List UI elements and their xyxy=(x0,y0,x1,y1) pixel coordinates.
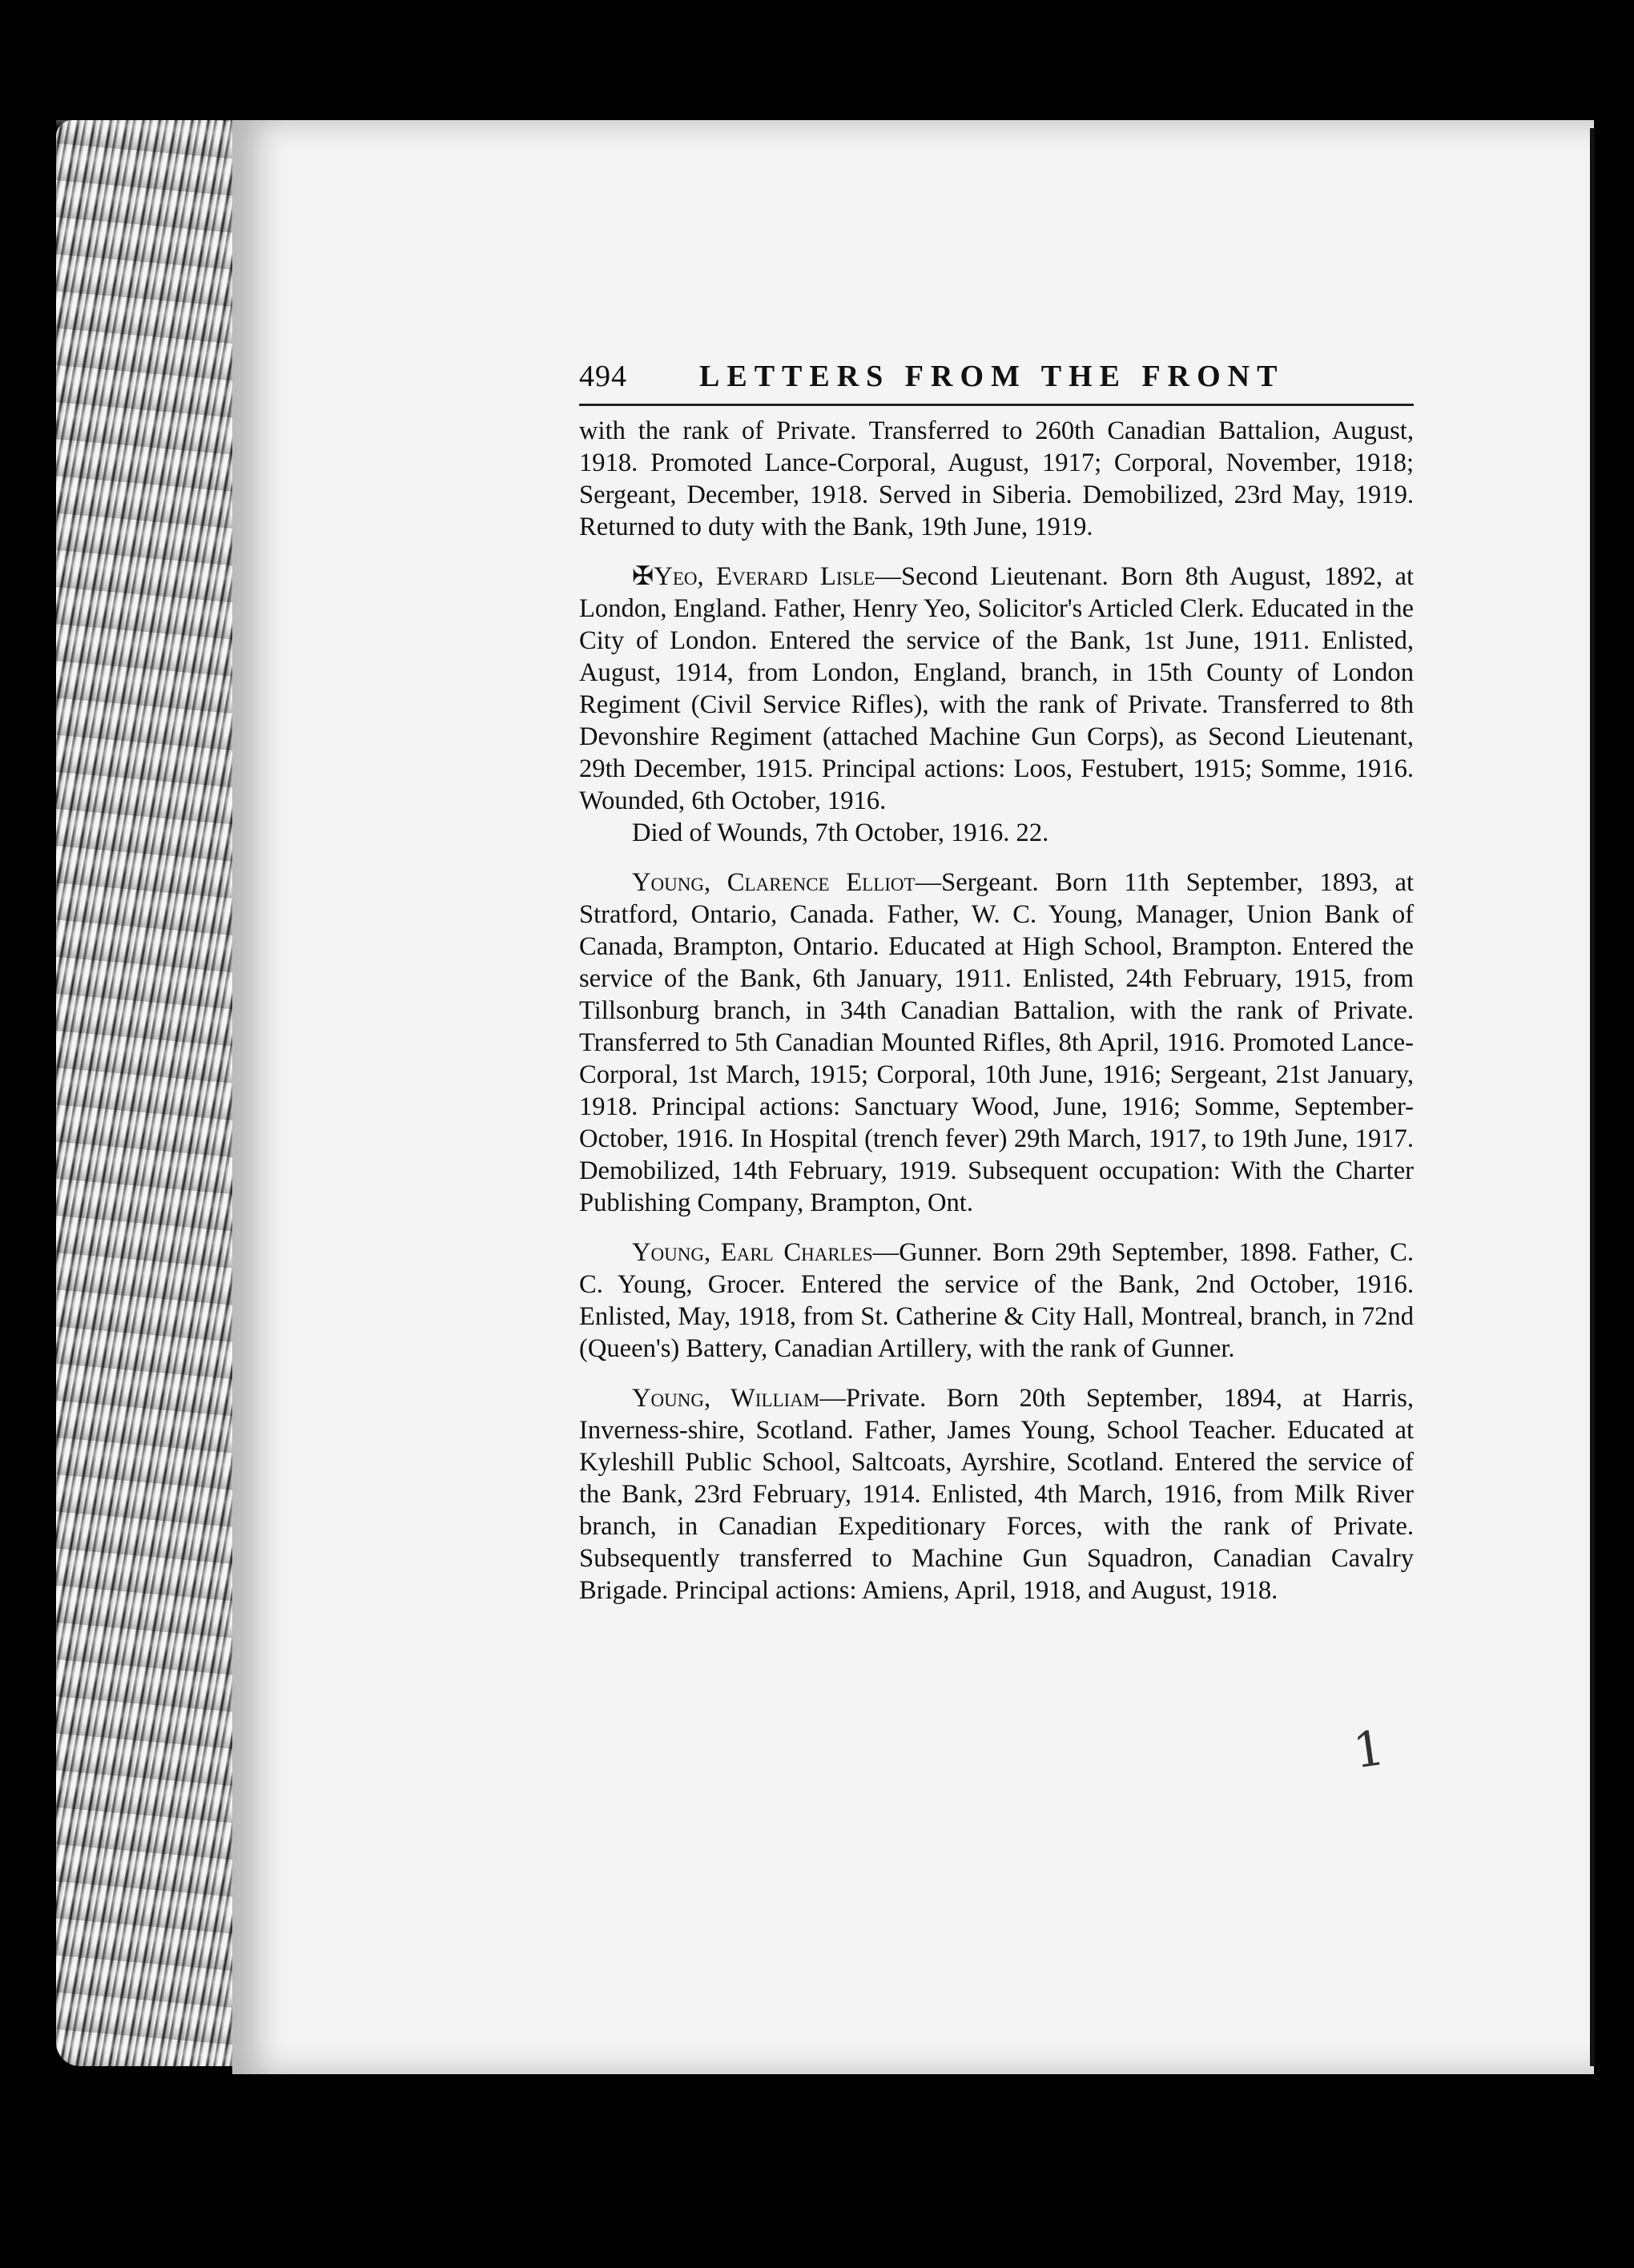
entry-details: —Gunner. Born 29th September, 1898. Father, C. C. Young, Grocer. Entered the service of the Bank, 2nd October, 1916. Enlisted, May, 1918, from St. Catherine & City Hall, Montreal, branch, in 72nd (Queen's) Battery, Canadian Artillery, with the rank of Gunner. xyxy=(579,1238,1415,1363)
handwritten-mark: 1 xyxy=(1350,1719,1388,1780)
entry-young-william xyxy=(579,1382,1414,1606)
entry-details: —Second Lieutenant. Born 8th August, 1892, at London, England. Father, Henry Yeo, Solicitor's Articled Clerk. Educated in the City of London. Entered the service of the Bank, 1st June, 1911. Enlisted, August, 1914, from London, England, branch, in 15th County of London Regiment (Civil Service Rifles), with the rank of Private. Transferred to 8th Devonshire Regiment (attached Machine Gun Corps), as Second Lieutenant, 29th December, 1915. Principal actions: Loos, Festubert, 1915; Somme, 1916. Wounded, 6th October, 1916. xyxy=(579,562,1414,815)
page-body xyxy=(579,415,1414,1606)
facing-page-edge xyxy=(1590,128,1595,2066)
running-title: LETTERS FROM THE FRONT xyxy=(699,360,1285,393)
entry-name: Young, William xyxy=(632,1384,820,1413)
book-page-edges xyxy=(56,120,240,2066)
entry-continuation: with the rank of Private. Transferred to 260th Canadian Battalion, August, 1918. Promoted Lance-Corporal, August, 1917; Corporal, November, 1918; Sergeant, December, 1918. Served in Siberia. Demobilized, 23rd May, 1919. Returned to duty with the Bank, 19th June, 1919. xyxy=(579,416,1414,541)
entry-details: —Private. Born 20th September, 1894, at Harris, Inverness-shire, Scotland. Father, James Young, School Teacher. Educated at Kyleshill Public School, Saltcoats, Ayrshire, Scotland. Entered the service of the Bank, 23rd February, 1914. Enlisted, 4th March, 1916, from Milk River branch, in Canadian Expeditionary Forces, with the rank of Private. Subsequently transferred to Machine Gun Squadron, Canadian Cavalry Brigade. Principal actions: Amiens, April, 1918, and August, 1918. xyxy=(579,1384,1414,1605)
entry-details: —Sergeant. Born 11th September, 1893, at Stratford, Ontario, Canada. Father, W. C. Young, Manager, Union Bank of Canada, Brampton, Ontario. Educated at High School, Brampton. Entered the service of the Bank, 6th January, 1911. Enlisted, 24th February, 1915, from Tillsonburg branch, in 34th Canadian Battalion, with the rank of Private. Transferred to 5th Canadian Mounted Rifles, 8th April, 1916. Promoted Lance-Corporal, 1st March, 1915; Corporal, 10th June, 1916; Sergeant, 21st January, 1918. Principal actions: Sanctuary Wood, June, 1916; Somme, September-October, 1916. In Hospital (trench fever) 29th March, 1917, to 19th June, 1917. Demobilized, 14th February, 1919. Subsequent occupation: With the Charter Publishing Company, Brampton, Ont. xyxy=(579,868,1414,1217)
entry-yeo xyxy=(579,561,1414,817)
entry-young-earl xyxy=(579,1237,1414,1365)
running-head xyxy=(579,359,1414,406)
entry-name: Young, Earl Charles xyxy=(632,1238,873,1267)
cross-marker: ✠ xyxy=(632,562,654,591)
entry-name: Young, Clarence Elliot xyxy=(632,868,916,897)
page-number: 494 xyxy=(579,360,627,393)
entry-yeo-died: Died of Wounds, 7th October, 1916. 22. xyxy=(632,818,1049,847)
entry-name: Yeo, Everard Lisle xyxy=(654,562,875,591)
entry-young-clarence xyxy=(579,867,1414,1219)
